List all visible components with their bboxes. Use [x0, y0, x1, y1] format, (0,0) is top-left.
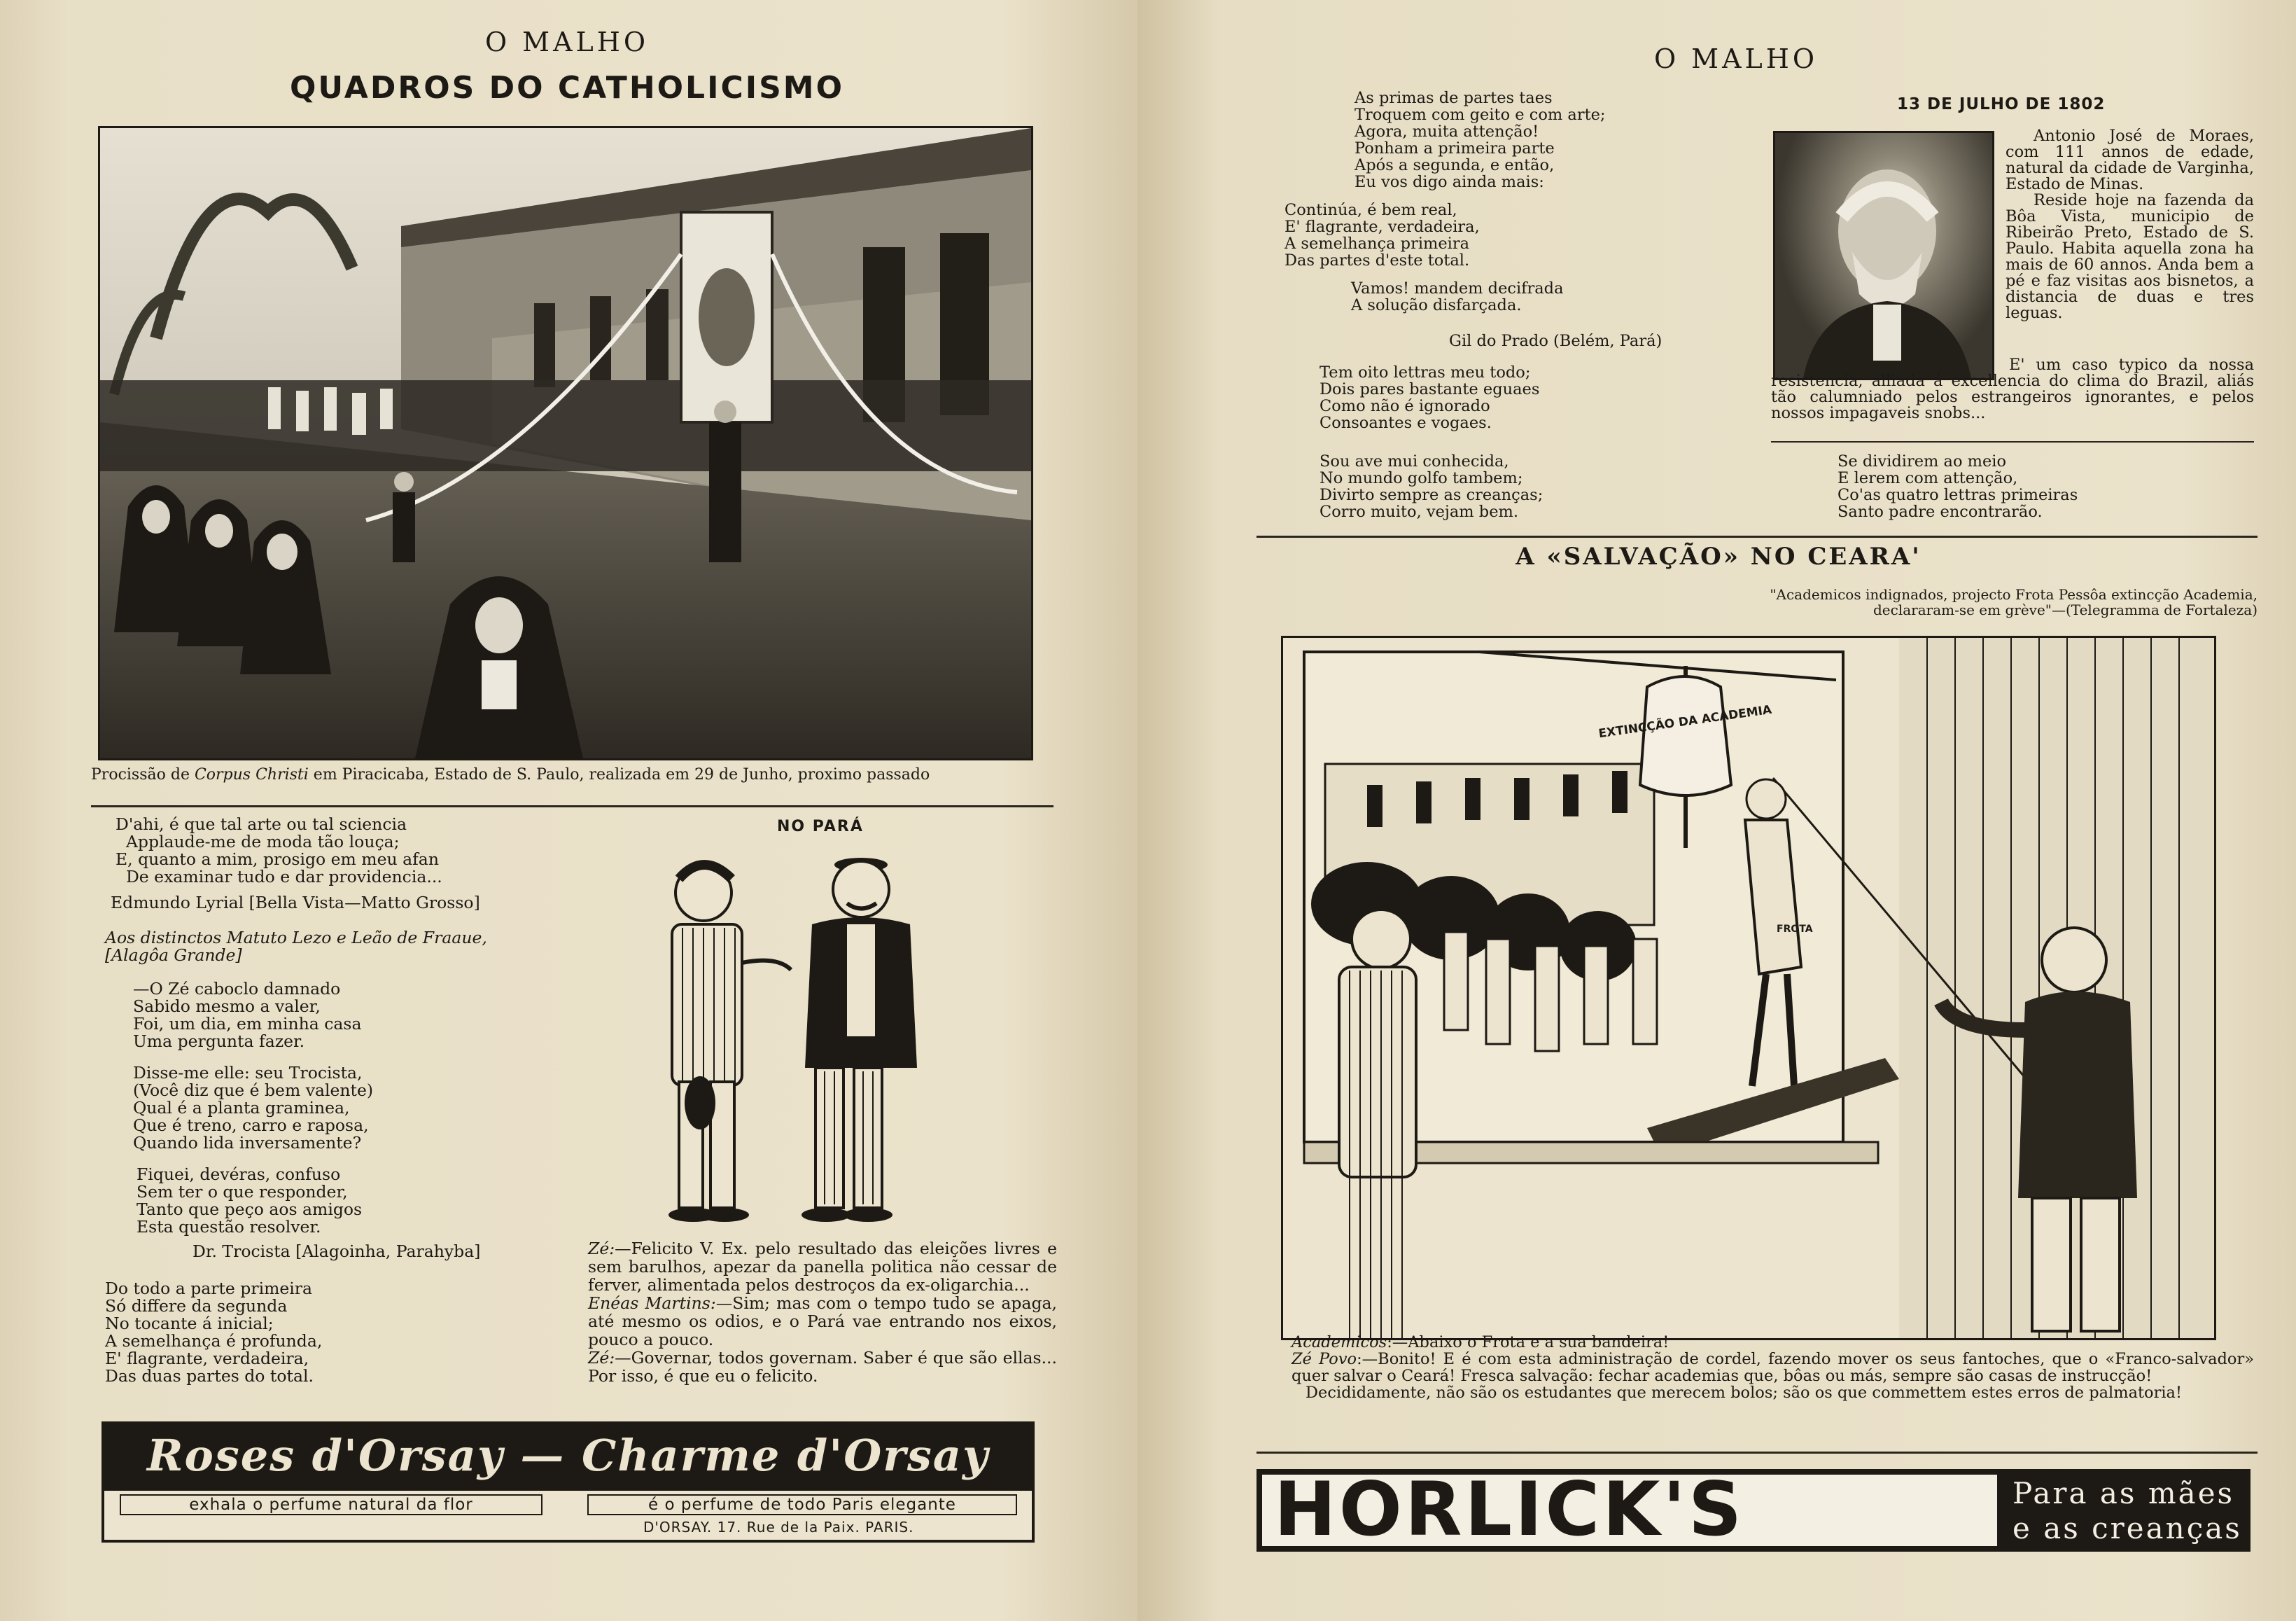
centenarian-title: 13 DE JULHO DE 1802: [1897, 95, 2106, 113]
dialogue-text-2: —Sim; mas com o tempo tudo se apaga, até mesmo os odios, e o Pará vae entrando nos eixos, pouco a pouco.: [588, 1293, 1057, 1349]
salvacao-title: A «SALVAÇÃO» NO CEARA': [1516, 543, 1921, 571]
puzzle-poem-4: Fiquei, devéras, confuso Sem ter o que responder, Tanto que peço aos amigos Esta questão resolver.: [136, 1164, 363, 1237]
puzzle-signature-2: Dr. Trocista [Alagoinha, Parahyba]: [192, 1241, 481, 1261]
speaker-ze-1: Zé:: [588, 1239, 615, 1258]
puzzle-poem-10: Sou ave mui conhecida, No mundo golfo tambem; Divirto sempre as creanças; Corro muito, vejam bem.: [1320, 452, 1544, 521]
caption-text-italic: Corpus Christi: [194, 766, 309, 784]
orsay-ad-tagline-1: exhala o perfume natural da flor: [120, 1494, 542, 1515]
puzzle-signature-1: Edmundo Lyrial [Bella Vista—Matto Grosso]: [111, 893, 480, 912]
puzzle-poem-5: Do todo a parte primeira Só differe da segunda No tocante á inicial; A semelhança é profunda, E' flagrante, verdadeira, Das duas partes do total.: [105, 1279, 323, 1386]
salvacao-cartoon: [1281, 636, 2216, 1340]
horlicks-tagline-1: Para as mães: [2012, 1476, 2235, 1510]
puzzle-poem-2: —O Zé caboclo damnado Sabido mesmo a valer, Foi, um dia, em minha casa Uma pergunta fazer.: [133, 979, 362, 1051]
horlicks-tagline-2: e as creanças: [2012, 1511, 2242, 1545]
no-para-cartoon: [616, 837, 952, 1243]
puzzle-poem-7: Continúa, é bem real, E' flagrante, verdadeira, A semelhança primeira Das partes d'este total.: [1284, 201, 1480, 270]
puzzle-poem-1: D'ahi, é que tal arte ou tal sciencia Applaude-me de moda tão louça; E, quanto a mim, prosigo em meu afan De examinar tudo e dar providencia...: [115, 814, 442, 886]
dialogue-line-3: [588, 1349, 1057, 1385]
right-divider-top: [1256, 536, 2258, 538]
right-divider-bottom: [1256, 1452, 2258, 1454]
no-para-dialogue: [588, 1239, 1057, 1385]
puzzle-dedication: Aos distinctos Matuto Lezo e Leão de Fraaue, [Alagôa Grande]: [105, 928, 487, 965]
orsay-advertisement: [102, 1421, 1035, 1543]
caption-text-end: em Piracicaba, Estado de S. Paulo, realizada em 29 de Junho, proximo passado: [308, 766, 930, 784]
speaker-eneas: Enéas Martins:: [588, 1293, 716, 1313]
caption-text-ze-povo: :—Bonito! E é com esta administração de cordel, fazendo mover os seus fantoches, que o «Franco-salvador» quer salvar o Ceará! Fresca salvação: fechar academias que, bôas ou más, sempre são casas de instrucção!: [1292, 1350, 2254, 1385]
bio-divider: [1771, 441, 2254, 443]
no-para-cartoon-title: NO PARÁ: [777, 818, 864, 835]
centenarian-bio: [2005, 128, 2254, 321]
orsay-ad-address: D'ORSAY. 17. Rue de la Paix. PARIS.: [643, 1519, 914, 1536]
salvacao-caption-line-1: [1278, 1334, 2254, 1351]
puzzle-poem-6: As primas de partes taes Troquem com geito e com arte; Agora, muita attenção! Ponham a primeira parte Após a segunda, e então, Eu vos digo ainda mais:: [1354, 89, 1606, 191]
caption-text-academicos: :—Abaixo o Frota e a sua bandeira!: [1387, 1333, 1670, 1351]
procession-caption: [91, 765, 1071, 785]
puppet-coat-text: FROTA: [1777, 924, 1813, 935]
speaker-ze-2: Zé:: [588, 1348, 615, 1368]
centenarian-portrait: [1773, 131, 1994, 380]
dialogue-line-2: [588, 1294, 1057, 1349]
bio-paragraph-2: Reside hoje na fazenda da Bôa Vista, municipio de Ribeirão Preto, Estado de S. Paulo. Habita aquella zona ha mais de 60 annos. Anda bem a pé e faz visitas aos bisnetos, a distancia de duas e tres leguas.: [2005, 191, 2254, 322]
left-page-title: QUADROS DO CATHOLICISMO: [289, 70, 844, 106]
left-running-header: O MALHO: [484, 27, 650, 57]
centenarian-portrait-drawing: [1775, 133, 1992, 378]
right-running-header: O MALHO: [1653, 43, 1819, 74]
dialogue-text-3: —Governar, todos governam. Saber é que são ellas... Por isso, é que eu o felicito.: [588, 1348, 1057, 1386]
orsay-ad-brand: Roses d'Orsay — Charme d'Orsay: [146, 1430, 989, 1481]
puzzle-poem-9: Tem oito lettras meu todo; Dois pares bastante eguaes Como não é ignorado Consoantes e vogaes.: [1320, 363, 1540, 432]
procession-photo-drawing: [100, 128, 1031, 758]
horlicks-brand: HORLICK'S: [1274, 1466, 1745, 1552]
left-divider-top: [91, 805, 1054, 807]
dialogue-line-1: [588, 1239, 1057, 1294]
orsay-ad-tagline-2: é o perfume de todo Paris elegante: [587, 1494, 1017, 1515]
speaker-ze-povo: Zé Povo: [1292, 1350, 1357, 1368]
salvacao-epigraph: "Academicos indignados, projecto Frota Pessôa extincção Academia, declararam-se em grève"—(Telegramma de Fortaleza): [1770, 586, 2258, 618]
salvacao-cartoon-drawing: [1283, 638, 2214, 1338]
horlicks-advertisement: [1256, 1466, 2250, 1552]
puzzle-poem-3: Disse-me elle: seu Trocista, (Você diz que é bem valente) Qual é a planta graminea, Que é treno, carro e raposa, Quando lida inversamente?: [133, 1063, 374, 1153]
puzzle-signature-3: Gil do Prado (Belém, Pará): [1449, 332, 1662, 350]
puzzle-poem-8: Vamos! mandem decifrada A solução disfarçada.: [1351, 279, 1564, 314]
speaker-academicos: Academicos: [1292, 1333, 1387, 1351]
right-page: [1138, 0, 2296, 1621]
academy-flag-text: EXTINCÇÃO DA ACADEMIA: [1597, 702, 1773, 742]
salvacao-caption-line-2: [1278, 1351, 2254, 1384]
salvacao-caption-line-3: Decididamente, não são os estudantes que merecem bolos; são os que commettem estes erros de palmatoria!: [1306, 1384, 2183, 1402]
puzzle-poem-11: Se dividirem ao meio E lerem com attenção, Co'as quatro lettras primeiras Santo padre encontrarão.: [1837, 452, 2078, 521]
left-page: [0, 0, 1138, 1621]
salvacao-caption: [1278, 1334, 2254, 1401]
bio-paragraph-3: E' um caso typico da nossa resistencia, alliada á excellencia do clima do Brazil, aliás tão calumniado pelos estrangeiros ignorantes, e pelos nossos impagaveis snobs...: [1771, 356, 2254, 422]
dialogue-text-1: —Felicito V. Ex. pelo resultado das eleições livres e sem barulhos, apezar da panella politica não cessar de ferver, alimentada pelos destroços da ex-oligarchia...: [588, 1239, 1057, 1295]
bio-paragraph-1: Antonio José de Moraes, com 111 annos de edade, natural da cidade de Varginha, Estado de Minas.: [2005, 127, 2254, 193]
procession-photo: [98, 126, 1033, 760]
caption-text-start: Procissão de: [91, 766, 195, 784]
